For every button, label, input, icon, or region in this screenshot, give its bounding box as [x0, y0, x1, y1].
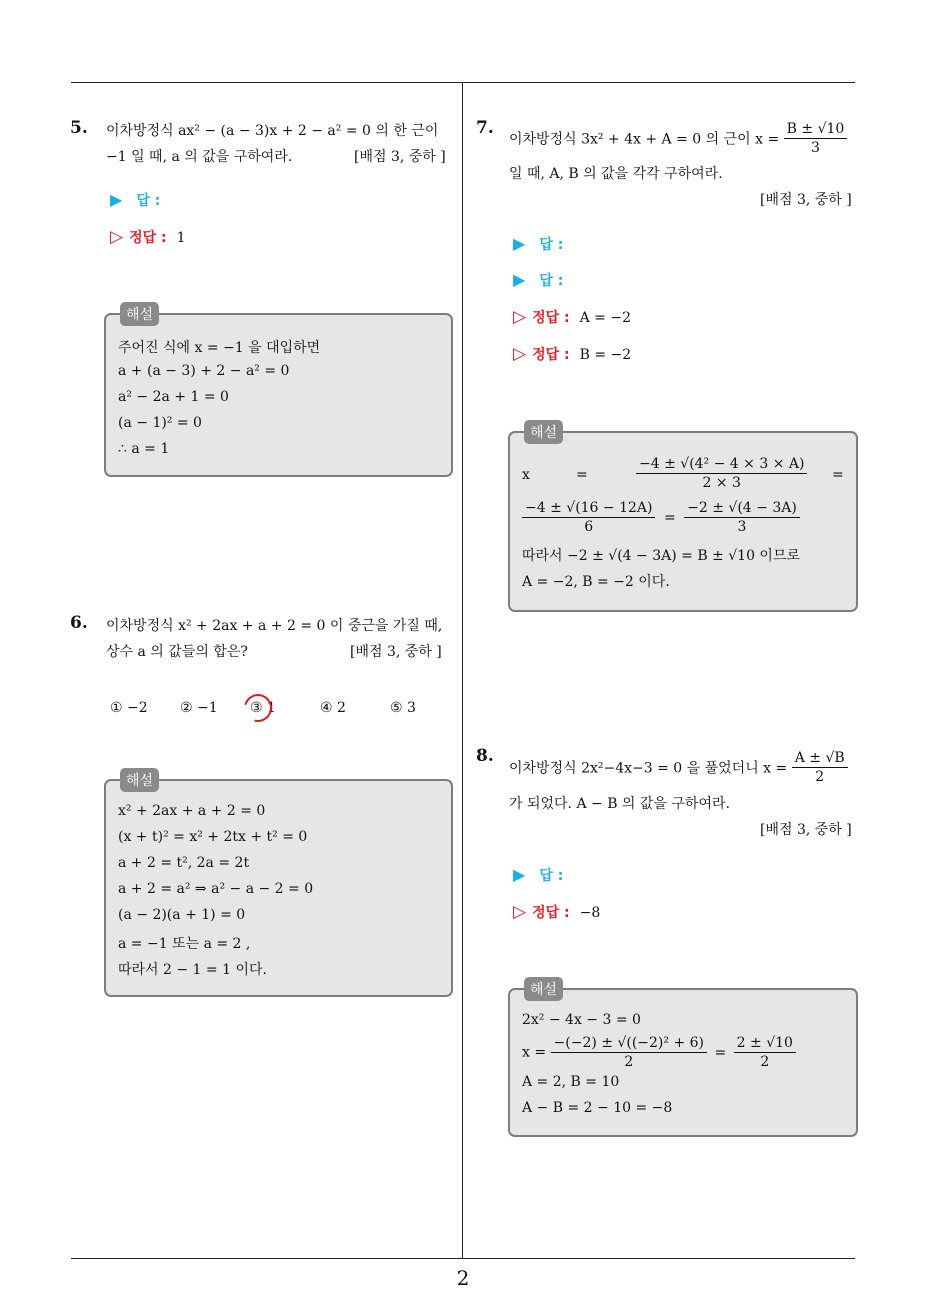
q7-e-f2-den: 6: [584, 519, 594, 535]
q8-e-f1-num: −(−2) ± √((−2)² + 6): [551, 1034, 707, 1053]
q6-choice-2[interactable]: ② −1: [180, 700, 218, 716]
selected-circle-mark: [239, 689, 277, 727]
q7-explain-line2: [522, 499, 800, 536]
q8-line2: 가 되었다. A − B 의 값을 구하여라.: [509, 796, 730, 812]
q5-explain-line: a + (a − 3) + 2 − a² = 0: [118, 363, 290, 379]
q8-frac-num: A ± √B: [792, 749, 848, 768]
q8-explanation-tag: 해설: [524, 977, 563, 1001]
q7-number: 7.: [476, 118, 494, 138]
q7-line2: 일 때, A, B 의 값을 각각 구하여라.: [509, 166, 723, 182]
outline-triangle-icon: ▷: [110, 227, 124, 247]
column-divider: [462, 83, 463, 1258]
q7-correct-label-2: 정답 :: [532, 347, 570, 363]
q8-explain-line1: 2x² − 4x − 3 = 0: [522, 1012, 641, 1028]
q6-choice-4[interactable]: ④ 2: [320, 700, 346, 716]
q7-correct-value-1: A = −2: [579, 310, 631, 326]
q5-explain-line: a² − 2a + 1 = 0: [118, 389, 229, 405]
top-rule: [71, 82, 855, 83]
q7-correct-label-1: 정답 :: [532, 310, 570, 326]
q7-answer-row-1[interactable]: [513, 234, 563, 254]
page-number: 2: [456, 1266, 470, 1290]
q7-explain-eq1: =: [576, 467, 588, 483]
q5-explanation-tag: 해설: [120, 302, 159, 326]
q7-correct-row-1: [513, 307, 631, 327]
q8-explanation-box: [508, 988, 858, 1137]
q5-explain-line: 주어진 식에 x = −1 을 대입하면: [118, 340, 321, 356]
q6-explain-line: a + 2 = a² ⇒ a² − a − 2 = 0: [118, 881, 314, 897]
q8-number: 8.: [476, 746, 494, 766]
q6-explain-line: (x + t)² = x² + 2tx + t² = 0: [118, 829, 308, 845]
q7-e-f1-den: 2 × 3: [702, 475, 741, 491]
q7-answer-label-1: 답 :: [539, 237, 564, 253]
q8-correct-label: 정답 :: [532, 905, 570, 921]
q7-e-f1-num: −4 ± √(4² − 4 × 3 × A): [636, 455, 807, 474]
q8-answer-row[interactable]: [513, 865, 563, 885]
outline-triangle-icon: ▷: [513, 344, 527, 364]
q5-explain-line: (a − 1)² = 0: [118, 415, 202, 431]
q7-correct-row-2: [513, 344, 631, 364]
q8-frac-den: 2: [815, 769, 825, 785]
play-triangle-icon: ▶: [513, 270, 526, 289]
q7-e-f3-num: −2 ± √(4 − 3A): [684, 499, 800, 518]
q5-answer-label: 답 :: [136, 193, 161, 209]
q8-answer-label: 답 :: [539, 868, 564, 884]
q7-explain-line4: A = −2, B = −2 이다.: [522, 574, 670, 590]
q8-root-fraction: [792, 749, 848, 786]
q5-score: [배점 3, 중하 ]: [354, 149, 446, 165]
q6-explain-line: a + 2 = t², 2a = 2t: [118, 855, 250, 871]
q8-explain-x: x =: [522, 1044, 547, 1061]
q7-answer-row-2[interactable]: [513, 270, 563, 290]
q6-choice-5[interactable]: ⑤ 3: [390, 700, 416, 716]
q5-answer-row[interactable]: [110, 190, 160, 210]
q8-explain-line4: A − B = 2 − 10 = −8: [522, 1100, 673, 1116]
q5-explanation-box: [104, 313, 453, 477]
outline-triangle-icon: ▷: [513, 307, 527, 327]
q8-line1: [509, 749, 848, 786]
q7-root-fraction: [784, 120, 848, 157]
q7-score: [배점 3, 중하 ]: [760, 192, 852, 208]
q8-e-f1-den: 2: [624, 1054, 634, 1070]
bottom-rule: [71, 1258, 855, 1259]
q6-explain-line: x² + 2ax + a + 2 = 0: [118, 803, 266, 819]
outline-triangle-icon: ▷: [513, 902, 527, 922]
q5-explain-line: ∴ a = 1: [118, 441, 170, 457]
play-triangle-icon: ▶: [513, 234, 526, 253]
q6-line1: 이차방정식 x² + 2ax + a + 2 = 0 이 중근을 가질 때,: [106, 618, 443, 634]
q6-choice-1[interactable]: ① −2: [110, 700, 148, 716]
q7-explanation-tag: 해설: [524, 420, 563, 444]
q5-correct-value: 1: [176, 230, 186, 246]
q6-choice-3[interactable]: ③ 1: [250, 700, 276, 716]
q7-explain-eq3: =: [663, 509, 676, 526]
q8-correct-value: −8: [579, 905, 601, 921]
q5-number: 5.: [70, 118, 88, 138]
q6-line2: 상수 a 의 값들의 합은?: [106, 644, 248, 660]
q5-line1: 이차방정식 ax² − (a − 3)x + 2 − a² = 0 의 한 근이: [106, 123, 439, 139]
q8-explain-line3: A = 2, B = 10: [522, 1074, 620, 1090]
q7-line1: [509, 120, 847, 157]
q7-line1-text: 이차방정식 3x² + 4x + A = 0 의 근이 x =: [509, 131, 780, 148]
play-triangle-icon: ▶: [513, 865, 526, 884]
q8-correct-row: [513, 902, 600, 922]
q7-frac-num: B ± √10: [784, 120, 848, 139]
q8-e-f2-num: 2 ± √10: [734, 1034, 796, 1053]
q6-explain-line: 따라서 2 − 1 = 1 이다.: [118, 962, 267, 978]
q7-explain-line3: 따라서 −2 ± √(4 − 3A) = B ± √10 이므로: [522, 548, 800, 564]
q7-correct-value-2: B = −2: [579, 347, 632, 363]
q5-line2: −1 일 때, a 의 값을 구하여라.: [106, 149, 293, 165]
play-triangle-icon: ▶: [110, 190, 123, 209]
q8-score: [배점 3, 중하 ]: [760, 822, 852, 838]
q8-line1-text: 이차방정식 2x²−4x−3 = 0 을 풀었더니 x =: [509, 760, 788, 777]
q7-answer-label-2: 답 :: [539, 273, 564, 289]
q7-e-f2-num: −4 ± √(16 − 12A): [522, 499, 655, 518]
q6-explain-line: a = −1 또는 a = 2 ,: [118, 936, 251, 952]
q7-explain-eq2: =: [832, 467, 844, 483]
q7-explain-x: x: [522, 467, 530, 483]
q6-score: [배점 3, 중하 ]: [350, 644, 442, 660]
q5-correct-row: [110, 227, 186, 247]
q7-e-f3-den: 3: [737, 519, 747, 535]
q6-explanation-tag: 해설: [120, 768, 159, 792]
q6-number: 6.: [70, 613, 88, 633]
q8-explain-line2: [522, 1034, 796, 1071]
q7-frac-den: 3: [811, 140, 820, 156]
q8-explain-eq: =: [714, 1044, 727, 1061]
q7-explanation-box: [508, 431, 858, 612]
q8-e-f2-den: 2: [760, 1054, 770, 1070]
q7-explain-frac1: [636, 455, 807, 492]
q5-correct-label: 정답 :: [129, 230, 167, 246]
q6-explain-line: (a − 2)(a + 1) = 0: [118, 907, 246, 923]
q6-explanation-box: [104, 779, 453, 997]
